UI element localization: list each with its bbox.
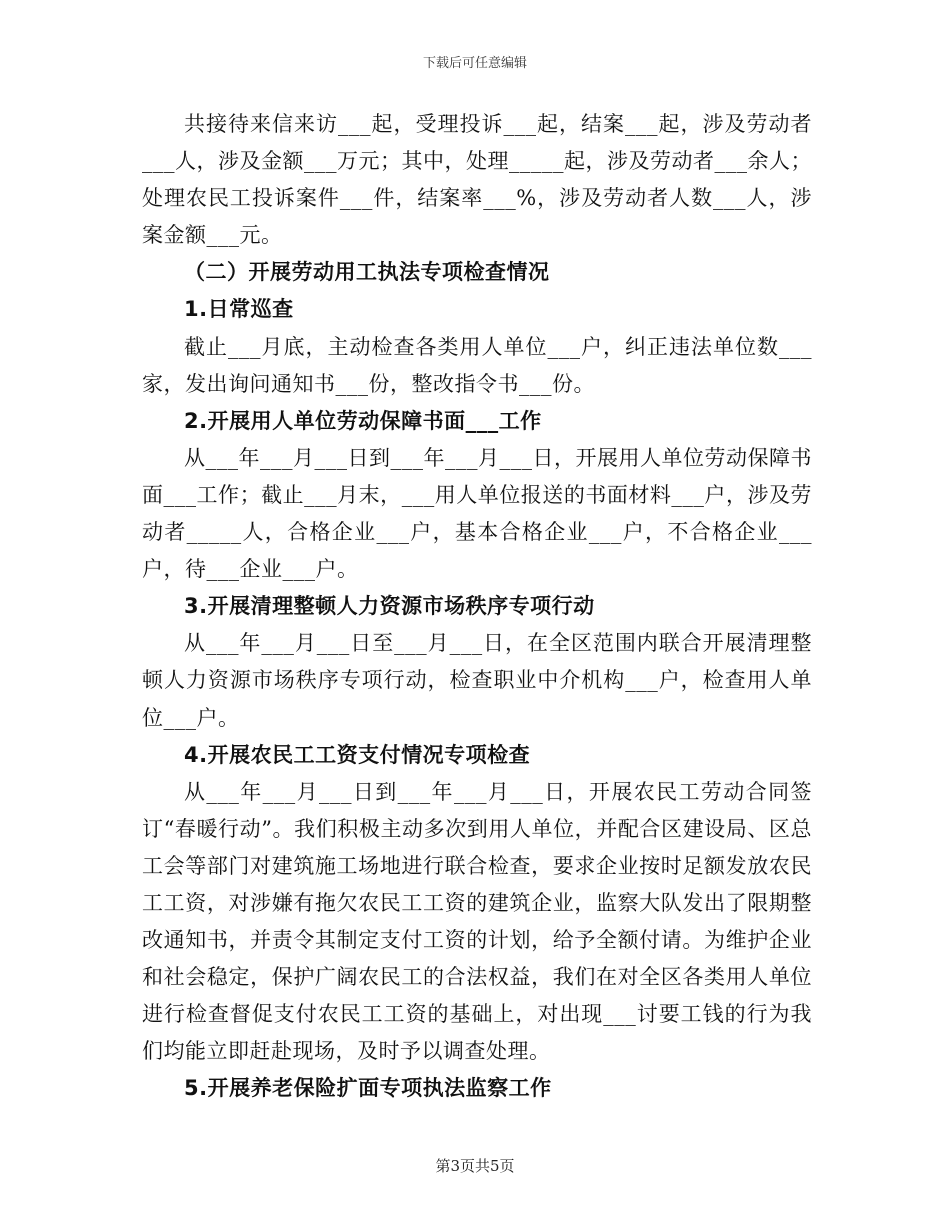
subheading-pension-insurance: 5.开展养老保险扩面专项执法监察工作 (184, 1076, 552, 1101)
subheading-hr-market: 3.开展清理整顿人力资源市场秩序专项行动 (184, 594, 595, 619)
section-heading-inspection: （二）开展劳动用工执法专项检查情况 (184, 260, 550, 285)
page-header: 下载后可任意编辑 (422, 56, 527, 71)
page-number: 第3页共5页 (435, 1157, 515, 1175)
paragraph-written-review: 从___年___月___日到___年___月___日，开展用人单位劳动保障书面___工作；截止___月末，___用人单位报送的书面材料___户，涉及劳动者_____人，合格企业___户，基本合格企业___户，不合格企业___户，待___企业___户。 (142, 445, 812, 582)
paragraph-migrant-wages: 从___年___月___日到___年___月___日，开展农民工劳动合同签订“春暖行动”。我们积极主动多次到用人单位，并配合区建设局、区总工会等部门对建筑施工场地进行联合检查，要求企业按时足额发放农民工工资，对涉嫌有拖欠农民工工资的建筑企业，监察大队发出了限期整改通知书，并责令其制定支付工资的计划，给予全额付请。为维护企业和社会稳定，保护广阔农民工的合法权益，我们在对全区各类用人单位进行检查督促支付农民工工资的基础上，对出现___讨要工钱的行为我们均能立即赶赴现场，及时予以调查处理。 (142, 779, 812, 1064)
paragraph-hr-market: 从___年___月___日至___月___日，在全区范围内联合开展清理整顿人力资源市场秩序专项行动，检查职业中介机构___户，检查用人单位___户。 (142, 631, 812, 730)
document-body (142, 106, 812, 1108)
subheading-migrant-wages: 4.开展农民工工资支付情况专项检查 (184, 742, 531, 767)
paragraph-complaints-summary: 共接待来信来访___起，受理投诉___起，结案___起，涉及劳动者___人，涉及金额___万元；其中，处理_____起，涉及劳动者___余人；处理农民工投诉案件___件，结案率___%，涉及劳动者人数___人，涉案金额___元。 (142, 112, 812, 248)
paragraph-daily-patrol: 截止___月底，主动检查各类用人单位___户，纠正违法单位数___家，发出询问通知书___份，整改指令书___份。 (142, 334, 812, 396)
subheading-daily-patrol: 1.日常巡查 (184, 297, 294, 322)
subheading-written-review: 2.开展用人单位劳动保障书面___工作 (184, 408, 542, 433)
